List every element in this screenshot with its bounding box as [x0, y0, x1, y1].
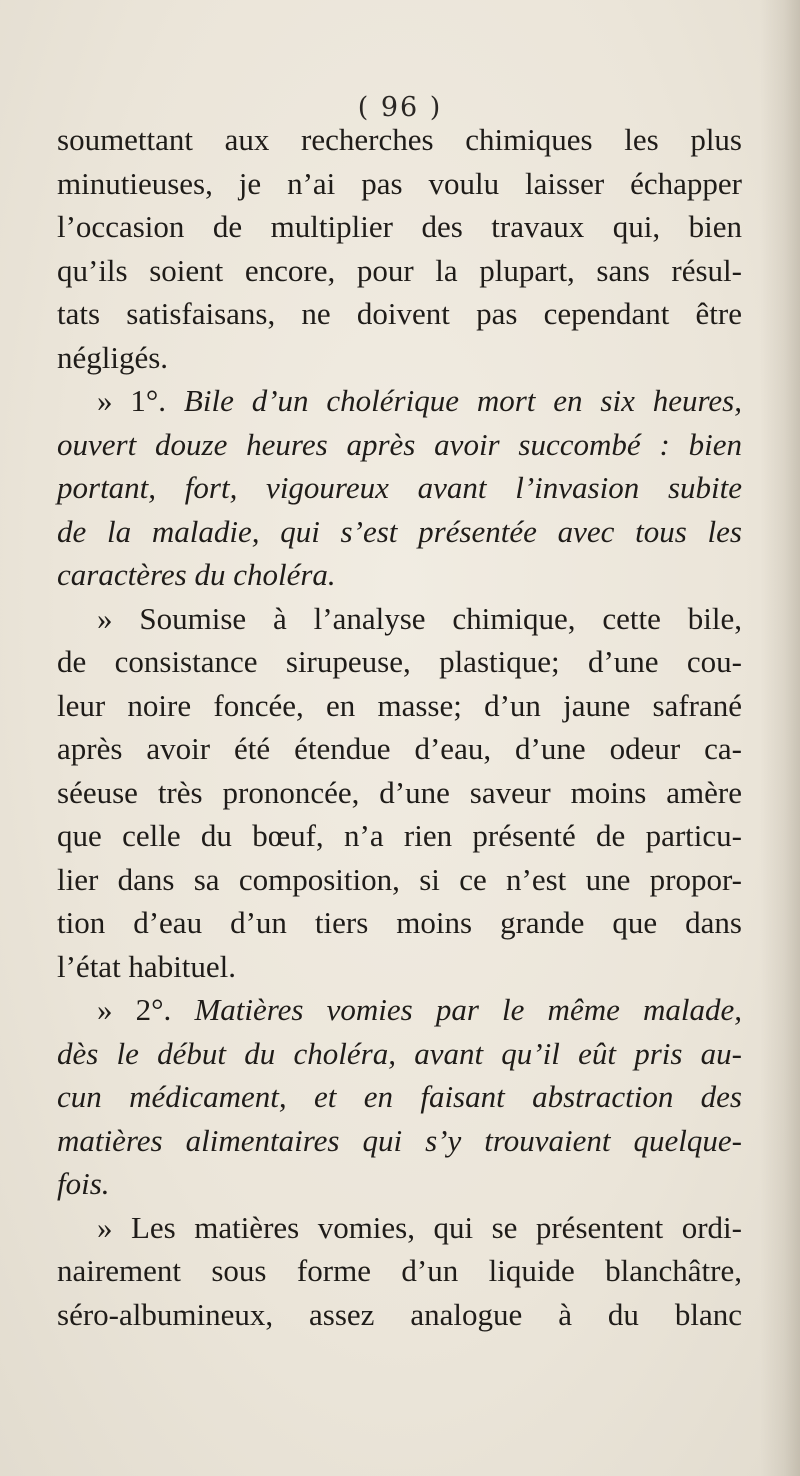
text-line: soumettant aux recherches chimiques les plus [57, 122, 742, 157]
text-line: nairement sous forme d’un liquide blanchâtre, [57, 1253, 742, 1288]
text-line: dès le début du choléra, avant qu’il eût pris au- [57, 1035, 742, 1071]
text-line: de consistance sirupeuse, plastique; d’une cou- [57, 644, 742, 679]
text-line: tats satisfaisans, ne doivent pas cependant être [57, 296, 742, 331]
text-line: fois. [57, 1166, 110, 1201]
text-line [57, 988, 742, 1032]
text-line: matières alimentaires qui s’y trouvaient quelque- [57, 1122, 742, 1158]
section-marker: » 2°. [97, 992, 195, 1027]
section-marker: » 1°. [97, 383, 184, 418]
text-line: leur noire foncée, en masse; d’un jaune safrané [57, 687, 742, 723]
text-line: » Les matières vomies, qui se présentent ordi- [97, 1209, 742, 1245]
text-line: caractères du choléra. [57, 557, 336, 592]
text-line [57, 379, 742, 423]
page-number: ( 96 ) [357, 92, 443, 123]
section-heading: Matières vomies par le même malade, [194, 992, 742, 1027]
text-line: l’occasion de multiplier des travaux qui, bien [57, 209, 742, 244]
text-line: séeuse très prononcée, d’une saveur moins amère [57, 774, 742, 810]
page-edge-shadow [760, 0, 800, 1476]
text-line: de la maladie, qui s’est présentée avec tous les [57, 513, 742, 549]
text-line: cun médicament, et en faisant abstraction des [57, 1079, 742, 1114]
text-line: lier dans sa composition, si ce n’est une propor- [57, 861, 742, 897]
text-line: minutieuses, je n’ai pas voulu laisser échapper [57, 165, 742, 201]
text-line: l’état habituel. [57, 948, 237, 984]
text-line: » Soumise à l’analyse chimique, cette bile, [97, 600, 742, 636]
text-line: ouvert douze heures après avoir succombé : bien [57, 426, 742, 462]
text-line: séro-albumineux, assez analogue à du blanc [57, 1296, 742, 1332]
text-line: que celle du bœuf, n’a rien présenté de particu- [57, 818, 742, 853]
text-line: négligés. [57, 339, 169, 375]
text-line: portant, fort, vigoureux avant l’invasion subite [57, 470, 742, 505]
body-text [57, 118, 742, 1336]
text-line: tion d’eau d’un tiers moins grande que dans [57, 905, 742, 940]
text-line: après avoir été étendue d’eau, d’une odeur ca- [57, 731, 742, 766]
section-heading: Bile d’un cholérique mort en six heures, [183, 383, 742, 418]
text-line: qu’ils soient encore, pour la plupart, sans résul- [57, 252, 742, 288]
